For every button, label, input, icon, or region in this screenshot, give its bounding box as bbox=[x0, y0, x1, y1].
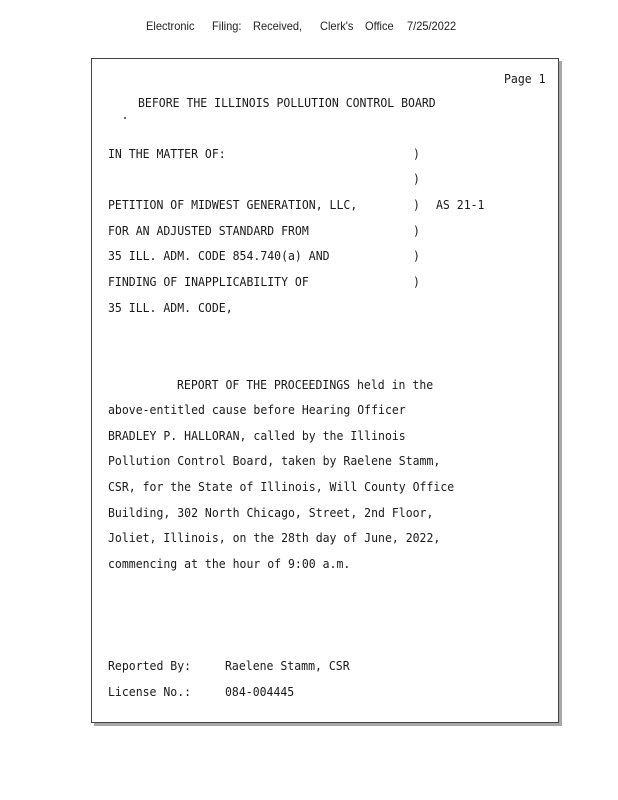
caption-paren: ) bbox=[413, 248, 420, 263]
filing-office-word: Office bbox=[365, 19, 394, 33]
caption-line: 35 ILL. ADM. CODE 854.740(a) AND bbox=[108, 248, 330, 263]
stray-mark bbox=[124, 117, 126, 119]
docket-number: AS 21-1 bbox=[436, 197, 485, 212]
caption-line: PETITION OF MIDWEST GENERATION, LLC, bbox=[108, 197, 358, 212]
report-line: BRADLEY P. HALLORAN, called by the Illinois bbox=[108, 428, 406, 443]
page-number: Page 1 bbox=[504, 71, 546, 86]
reported-by-label: Reported By: bbox=[108, 658, 192, 673]
caption-paren: ) bbox=[413, 146, 420, 161]
filing-type: Electronic bbox=[146, 19, 195, 33]
caption-paren: ) bbox=[413, 223, 420, 238]
filing-status: Received, bbox=[253, 19, 303, 33]
caption-line: FOR AN ADJUSTED STANDARD FROM bbox=[108, 223, 309, 238]
caption-paren: ) bbox=[413, 274, 420, 289]
filing-office: Clerk's bbox=[320, 19, 354, 33]
board-title: BEFORE THE ILLINOIS POLLUTION CONTROL BOARD bbox=[138, 95, 436, 110]
filing-date: 7/25/2022 bbox=[407, 19, 457, 33]
license-label: License No.: bbox=[108, 684, 192, 699]
report-line: above-entitled cause before Hearing Officer bbox=[108, 402, 406, 417]
report-line: REPORT OF THE PROCEEDINGS held in the bbox=[177, 377, 434, 392]
report-line: Pollution Control Board, taken by Raelene Stamm, bbox=[108, 453, 441, 468]
caption-paren: ) bbox=[413, 171, 420, 186]
caption-line: IN THE MATTER OF: bbox=[108, 146, 226, 161]
report-line: commencing at the hour of 9:00 a.m. bbox=[108, 556, 351, 571]
license-value: 084-004445 bbox=[225, 684, 295, 699]
filing-word: Filing: bbox=[212, 19, 242, 33]
caption-line: 35 ILL. ADM. CODE, bbox=[108, 300, 233, 315]
report-line: CSR, for the State of Illinois, Will County Office bbox=[108, 479, 455, 494]
reported-by-value: Raelene Stamm, CSR bbox=[225, 658, 350, 673]
transcript-page bbox=[91, 58, 559, 723]
caption-line: FINDING OF INAPPLICABILITY OF bbox=[108, 274, 309, 289]
report-line: Building, 302 North Chicago, Street, 2nd Floor, bbox=[108, 505, 434, 520]
report-line: Joliet, Illinois, on the 28th day of June, 2022, bbox=[108, 530, 441, 545]
caption-paren: ) bbox=[413, 197, 420, 212]
